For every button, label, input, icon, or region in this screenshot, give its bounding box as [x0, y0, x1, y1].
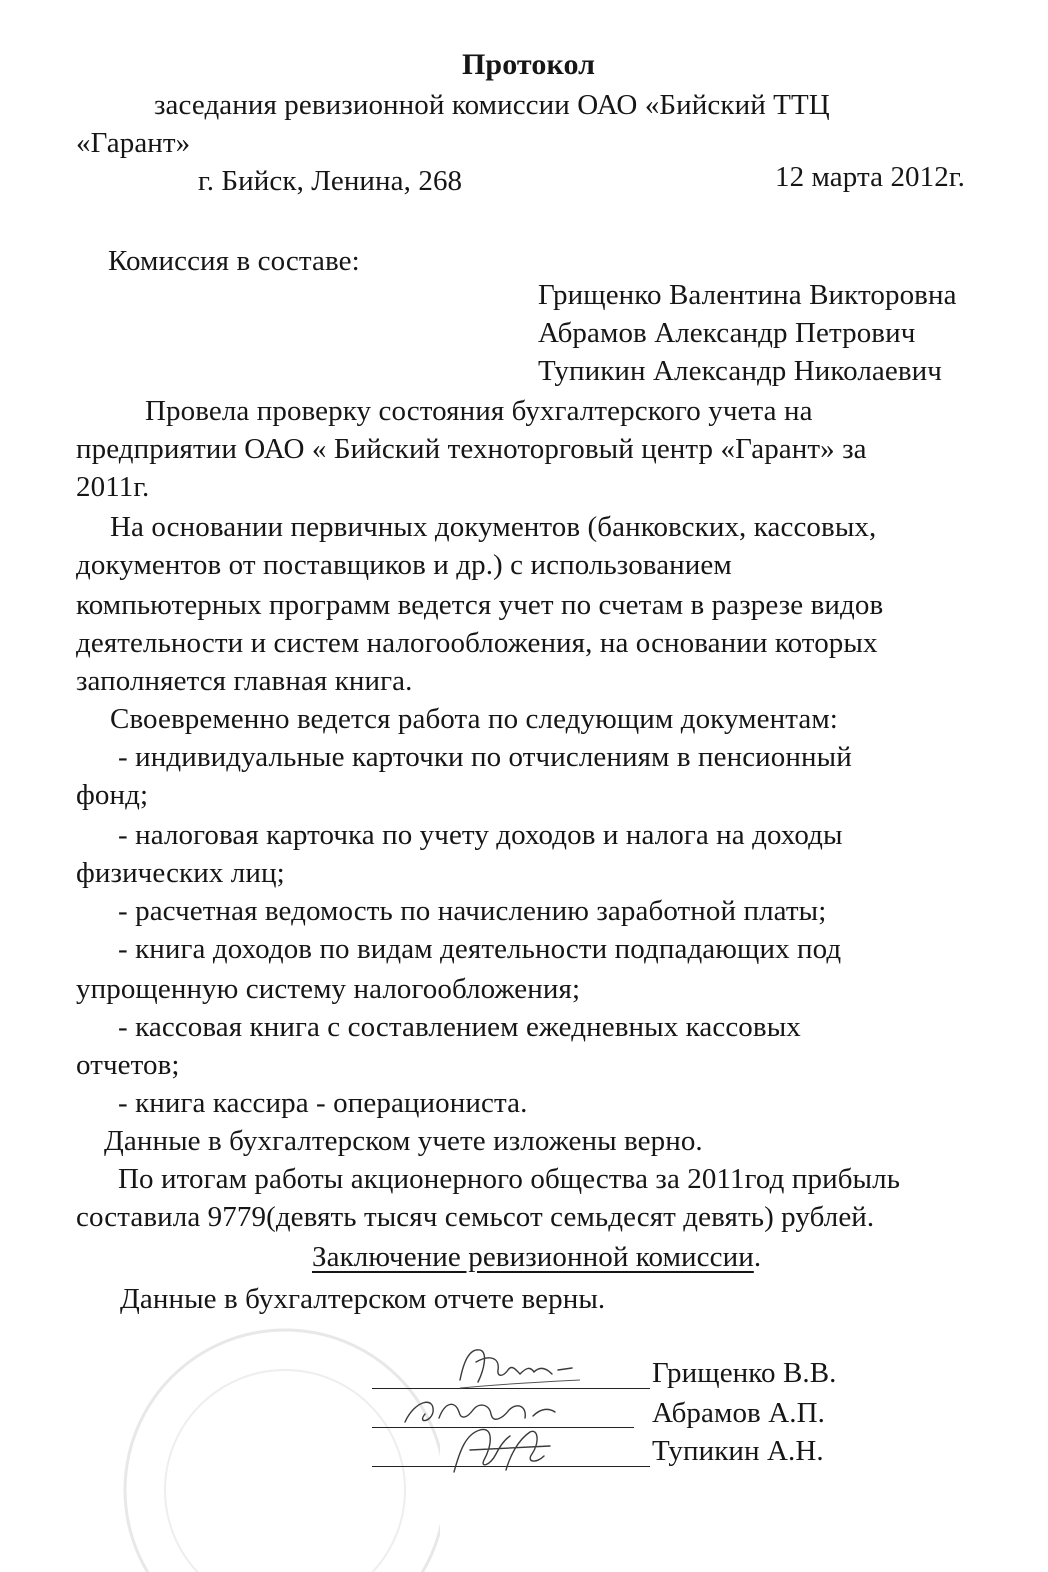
- body-line: предприятии ОАО « Бийский техноторговый центр «Гарант» за: [76, 433, 867, 465]
- body-line: фонд;: [76, 779, 149, 811]
- signatory-name: Грищенко В.В.: [652, 1357, 837, 1389]
- body-line: По итогам работы акционерного общества за 2011год прибыль: [118, 1163, 901, 1195]
- document-address: г. Бийск, Ленина, 268: [198, 165, 463, 197]
- body-line: - индивидуальные карточки по отчислениям в пенсионный: [118, 741, 852, 773]
- body-line: физических лиц;: [76, 857, 285, 889]
- conclusion-heading-row: [312, 1240, 761, 1274]
- body-line: - книга кассира - операциониста.: [118, 1087, 528, 1119]
- signatory-name: Абрамов А.П.: [652, 1397, 825, 1429]
- body-line: компьютерных программ ведется учет по счетам в разрезе видов: [76, 589, 884, 621]
- document-title: Протокол: [462, 48, 596, 81]
- commission-member: Тупикин Александр Николаевич: [538, 355, 942, 387]
- commission-intro: Комиссия в составе:: [108, 245, 360, 277]
- body-line: упрощенную систему налогообложения;: [76, 973, 581, 1005]
- body-line: Своевременно ведется работа по следующим документам:: [110, 703, 838, 735]
- body-line: деятельности и систем налогообложения, на основании которых: [76, 627, 878, 659]
- conclusion-heading-period: .: [753, 1241, 762, 1273]
- document-subtitle-line1: заседания ревизионной комиссии ОАО «Бийский ТТЦ: [154, 89, 830, 121]
- conclusion-heading: Заключение ревизионной комиссии: [312, 1241, 754, 1273]
- body-line: заполняется главная книга.: [76, 665, 413, 697]
- body-line: отчетов;: [76, 1049, 180, 1081]
- handwritten-signature: [440, 1340, 610, 1395]
- document-date: 12 марта 2012г.: [775, 161, 965, 193]
- body-line: Провела проверку состояния бухгалтерского учета на: [145, 395, 813, 427]
- document-subtitle-line2: «Гарант»: [76, 127, 191, 159]
- stamp-impression: [110, 1300, 440, 1572]
- body-line: - налоговая карточка по учету доходов и налога на доходы: [118, 819, 843, 851]
- body-line: документов от поставщиков и др.) с использованием: [76, 549, 732, 581]
- commission-member: Грищенко Валентина Викторовна: [538, 279, 957, 311]
- commission-member: Абрамов Александр Петрович: [538, 317, 916, 349]
- body-line: На основании первичных документов (банковских, кассовых,: [110, 511, 877, 543]
- body-line: Данные в бухгалтерском учете изложены верно.: [104, 1125, 703, 1157]
- body-line: - книга доходов по видам деятельности подпадающих под: [118, 933, 842, 965]
- body-line: - кассовая книга с составлением ежедневных кассовых: [118, 1011, 801, 1043]
- body-line: составила 9779(девять тысяч семьсот семьдесят девять) рублей.: [76, 1201, 875, 1233]
- handwritten-signature: [440, 1420, 570, 1482]
- signatory-name: Тупикин А.Н.: [652, 1435, 824, 1467]
- body-line: 2011г.: [76, 471, 150, 503]
- conclusion-text: Данные в бухгалтерском отчете верны.: [120, 1283, 606, 1315]
- body-line: - расчетная ведомость по начислению заработной платы;: [118, 895, 827, 927]
